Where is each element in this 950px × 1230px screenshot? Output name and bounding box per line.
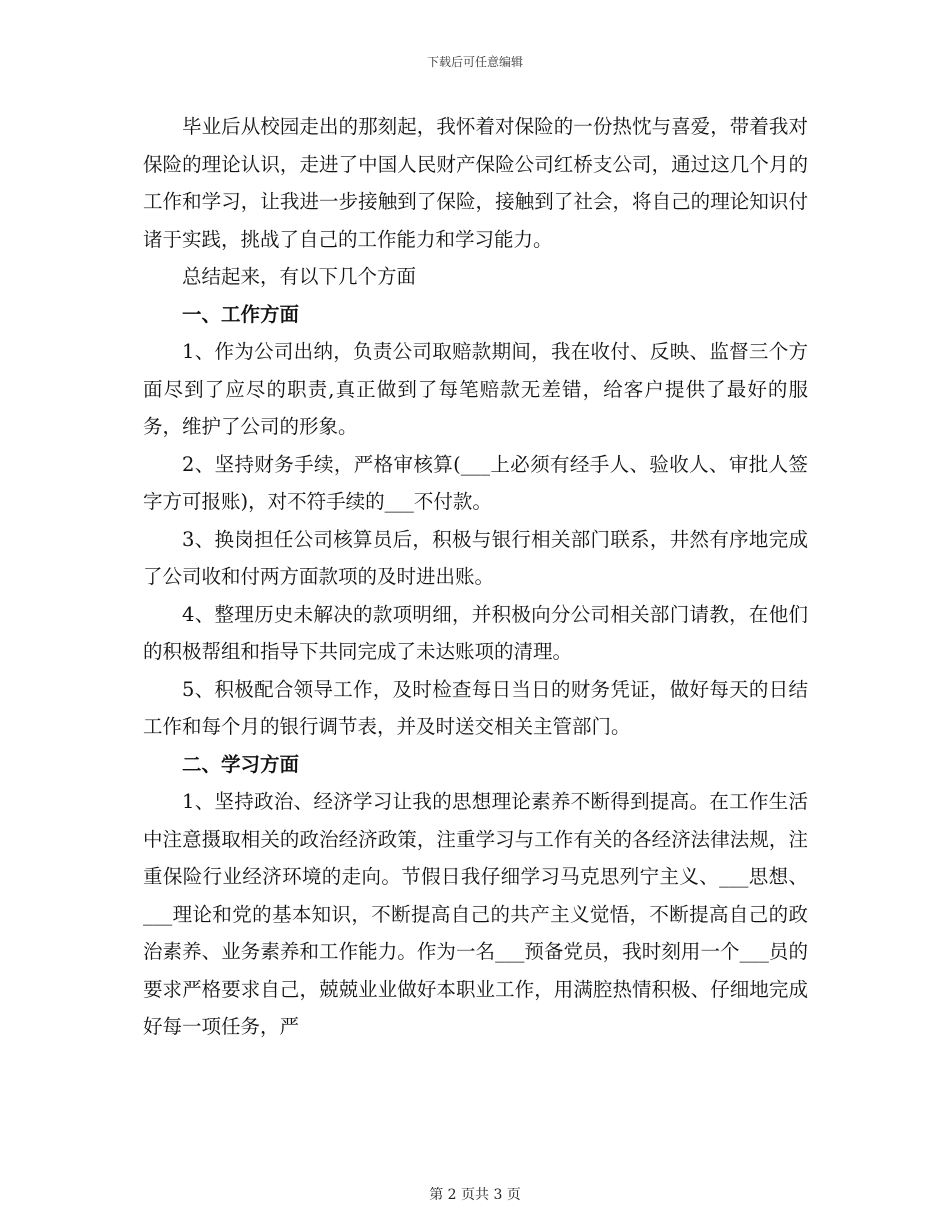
work-item-5: 5、积极配合领导工作，及时检查每日当日的财务凭证，做好每天的日结工作和每个月的银行调节表，并及时送交相关主管部门。 [143,677,808,738]
intro-paragraph: 毕业后从校园走出的那刻起，我怀着对保险的一份热忱与喜爱，带着我对保险的理论认识，走进了中国人民财产保险公司红桥支公司，通过这几个月的工作和学习，让我进一步接触到了保险，接触到了社会，将自己的理论知识付诸于实践，挑战了自己的工作能力和学习能力。 [143,115,808,251]
work-item-4: 4、整理历史未解决的款项明细，并积极向分公司相关部门请教，在他们的积极帮组和指导下共同完成了未达账项的清理。 [143,602,808,663]
summary-line: 总结起来，有以下几个方面 [182,265,417,288]
work-item-2: 2、坚持财务手续，严格审核算(___上必须有经手人、验收人、审批人签字方可报账)，对不符手续的___不付款。 [143,452,808,513]
section-heading-study: 二、学习方面 [182,752,300,776]
page-header: 下载后可任意编辑 [426,55,523,69]
section-heading-work: 一、工作方面 [182,302,300,326]
document-body [143,108,808,1046]
page-footer: 第 2 页共 3 页 [429,1187,521,1203]
work-item-3: 3、换岗担任公司核算员后，积极与银行相关部门联系，井然有序地完成了公司收和付两方面款项的及时进出账。 [143,527,808,588]
study-item-1: 1、坚持政治、经济学习让我的思想理论素养不断得到提高。在工作生活中注意摄取相关的政治经济政策，注重学习与工作有关的各经济法律法规，注重保险行业经济环境的走向。节假日我仔细学习马克思列宁主义、___思想、___理论和党的基本知识，不断提高自己的共产主义觉悟，不断提高自己的政治素养、业务素养和工作能力。作为一名___预备党员，我时刻用一个___员的要求严格要求自己，兢兢业业做好本职业工作，用满腔热情积极、仔细地完成好每一项任务，严 [143,790,808,1038]
work-item-1: 1、作为公司出纳，负责公司取赔款期间，我在收付、反映、监督三个方面尽到了应尽的职责,真正做到了每笔赔款无差错，给客户提供了最好的服务，维护了公司的形象。 [143,340,808,438]
